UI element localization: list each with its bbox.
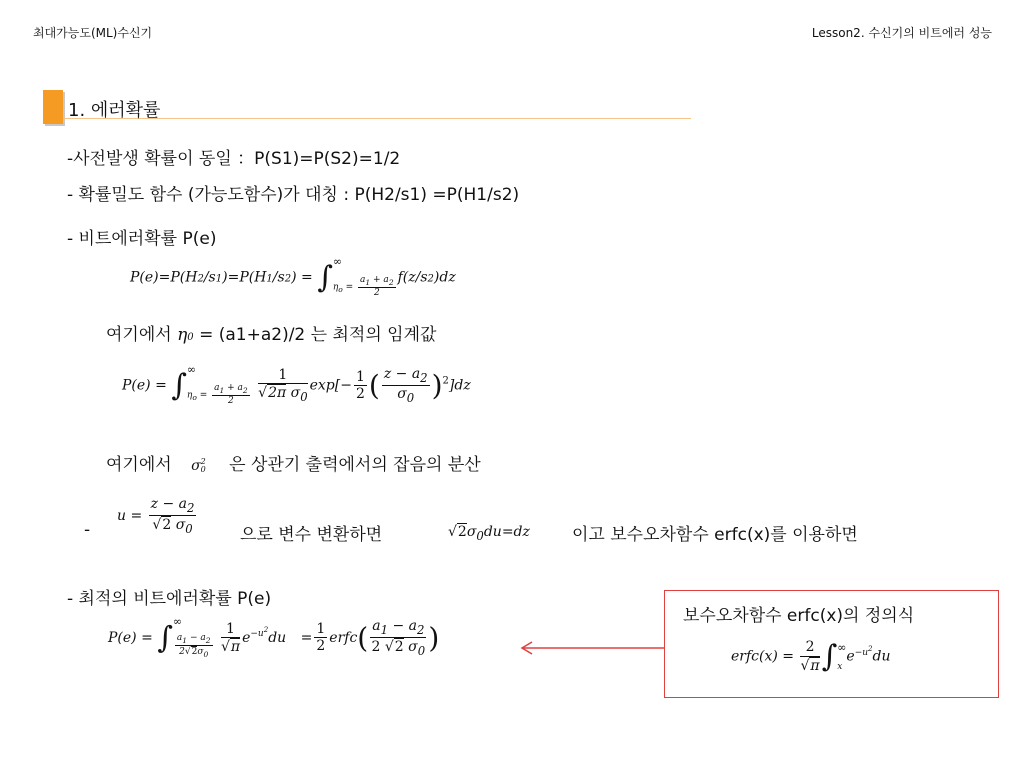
optimal-bit-error-bullet: - 최적의 비트에러확률 P(e) (67, 589, 272, 609)
bullet-symmetric-pdf-text: - 확률밀도 함수 (가능도함수)가 대칭 : P(H2/s1) =P(H1/s2) (67, 185, 520, 205)
erfc-usage-text: 이고 보수오차함수 erfc(x)를 이용하면 (572, 525, 858, 545)
noise-variance-note (106, 450, 481, 475)
equation-pe-erfc: P(e) = ∫ ∞ $\frac{a_1 - a_2}{2√2\sigma_0}$ $\frac{1}{√\pi}$ $e^{-u^2}du$ = $\frac{1}{2}$ erfc( $\frac{a_1 - a_2}{2 √2 \sigma_0}$ ) (108, 615, 440, 660)
threshold-note-text: = (a1+a2)/2 는 최적의 임계값 (199, 325, 437, 345)
equation-du-dz: $√2\sigma_0du=dz$ (448, 524, 530, 543)
equation-erfc-definition: erfc(x) = $\frac{2}{√\pi}$ ∫ ∞ x $e^{-u^2}du$ (731, 639, 891, 674)
bullet-symmetric-pdf (67, 180, 519, 205)
equation-u-substitution: u = $\frac{z - a_2}{√2 \sigma_0}$ (117, 496, 195, 537)
section-accent-bar (43, 90, 63, 124)
eta-zero-symbol: η0 (177, 325, 194, 345)
substitution-text: 으로 변수 변환하면 (240, 525, 383, 545)
bullet-equal-prior-text: -사전발생 확률이 동일 ：P(S1)=P(S2)=1/2 (67, 149, 401, 169)
header-left-title: 최대가능도(ML)수신기 (33, 26, 153, 40)
substitution-dash: - (84, 520, 91, 540)
arrow-to-erfc-definition (516, 640, 666, 656)
header-right-title: Lesson2. 수신기의 비트에러 성능 (811, 26, 992, 40)
threshold-note-prefix: 여기에서 (106, 325, 172, 345)
threshold-note (106, 320, 436, 345)
erfc-definition-box (664, 590, 999, 698)
bullet-bit-error-prob: - 비트에러확률 P(e) (67, 229, 217, 249)
erfc-definition-title: 보수오차함수 erfc(x)의 정의식 (683, 606, 915, 626)
noise-variance-prefix: 여기에서 (106, 455, 172, 475)
equation-pe-integral: P(e)=P(H2/s1)=P(H1/s2) = ∫ ∞ $\eta_o$ = $\frac{a_1 + a_2}{2}$ f(z/s2)dz (130, 255, 456, 299)
equation-pe-gaussian: P(e) = ∫ ∞ $\eta_o$ = $\frac{a_1 + a_2}{2}$ $\frac{1}{√2\pi \sigma_0}$ exp[− $\frac{1}{2}$ ( $\frac{z - a_2}{\sigma_0}$ )$^2$]dz (122, 363, 471, 407)
sigma-squared-symbol: σ 2 0 (191, 457, 206, 474)
noise-variance-text: 은 상관기 출력에서의 잡음의 분산 (229, 455, 481, 475)
bullet-equal-prior (67, 144, 400, 169)
section-title: 1. 에러확률 (68, 100, 161, 121)
